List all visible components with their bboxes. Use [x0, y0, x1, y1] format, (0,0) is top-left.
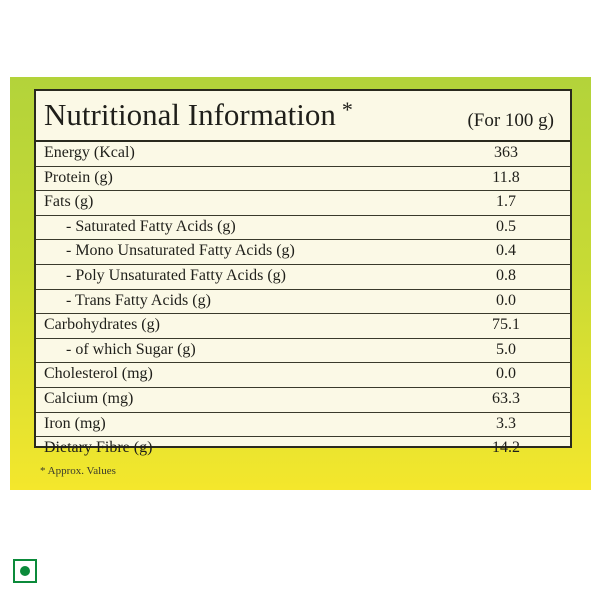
- nutrient-name: Protein (g): [44, 168, 113, 186]
- nutrition-table: [34, 89, 572, 457]
- nutrition-title: [44, 97, 353, 133]
- nutrient-name: - of which Sugar (g): [66, 340, 196, 358]
- title-label: Nutritional Information: [44, 97, 336, 132]
- nutrient-rows: [36, 142, 570, 462]
- title-row: [36, 91, 570, 142]
- nutrient-value: 14.2: [492, 439, 520, 457]
- nutrient-row-saturated-fat: [36, 216, 570, 241]
- nutrition-label-panel: [10, 77, 591, 490]
- nutrient-name: Energy (Kcal): [44, 144, 135, 161]
- nutrient-row-energy: [36, 142, 570, 167]
- nutrient-value: 0.8: [496, 266, 516, 284]
- nutrient-row-iron: [36, 413, 570, 438]
- nutrient-name: Fats (g): [44, 193, 94, 211]
- nutrient-name: Iron (mg): [44, 414, 106, 432]
- nutrient-value: 3.3: [496, 414, 516, 432]
- nutrient-name: - Saturated Fatty Acids (g): [66, 217, 236, 235]
- serving-basis: (For 100 g): [467, 110, 554, 131]
- nutrient-row-dietary-fibre: [36, 437, 570, 462]
- nutrient-name: - Trans Fatty Acids (g): [66, 291, 211, 309]
- nutrient-row-sugar: [36, 339, 570, 364]
- nutrient-value: 75.1: [492, 316, 520, 334]
- nutrient-row-cholesterol: [36, 363, 570, 388]
- nutrient-row-carbohydrates: [36, 314, 570, 339]
- vegetarian-symbol-icon: [13, 559, 37, 583]
- nutrient-row-mono-unsaturated-fat: [36, 240, 570, 265]
- nutrient-value: 0.4: [496, 242, 516, 260]
- approx-values-footnote: * Approx. Values: [40, 465, 116, 477]
- nutrient-name: Dietary Fibre (g): [44, 439, 153, 457]
- nutrient-row-fats: [36, 191, 570, 216]
- nutrient-row-poly-unsaturated-fat: [36, 265, 570, 290]
- vegetarian-dot: [20, 566, 30, 576]
- nutrient-row-calcium: [36, 388, 570, 413]
- nutrient-row-trans-fat: [36, 290, 570, 315]
- nutrient-row-protein: [36, 167, 570, 192]
- nutrient-value: 0.0: [496, 365, 516, 383]
- nutrient-name: Calcium (mg): [44, 389, 134, 407]
- nutrient-value: 5.0: [496, 340, 516, 358]
- nutrient-value: 0.5: [496, 217, 516, 235]
- nutrient-value: 0.0: [496, 291, 516, 309]
- nutrient-name: - Mono Unsaturated Fatty Acids (g): [66, 242, 295, 260]
- nutrient-value: 63.3: [492, 389, 520, 407]
- nutrient-value: 363: [494, 144, 518, 161]
- nutrient-name: - Poly Unsaturated Fatty Acids (g): [66, 266, 286, 284]
- nutrient-value: 11.8: [492, 168, 520, 186]
- nutrient-name: Cholesterol (mg): [44, 365, 153, 383]
- nutrient-name: Carbohydrates (g): [44, 316, 160, 334]
- nutrient-value: 1.7: [496, 193, 516, 211]
- title-asterisk: *: [341, 97, 353, 122]
